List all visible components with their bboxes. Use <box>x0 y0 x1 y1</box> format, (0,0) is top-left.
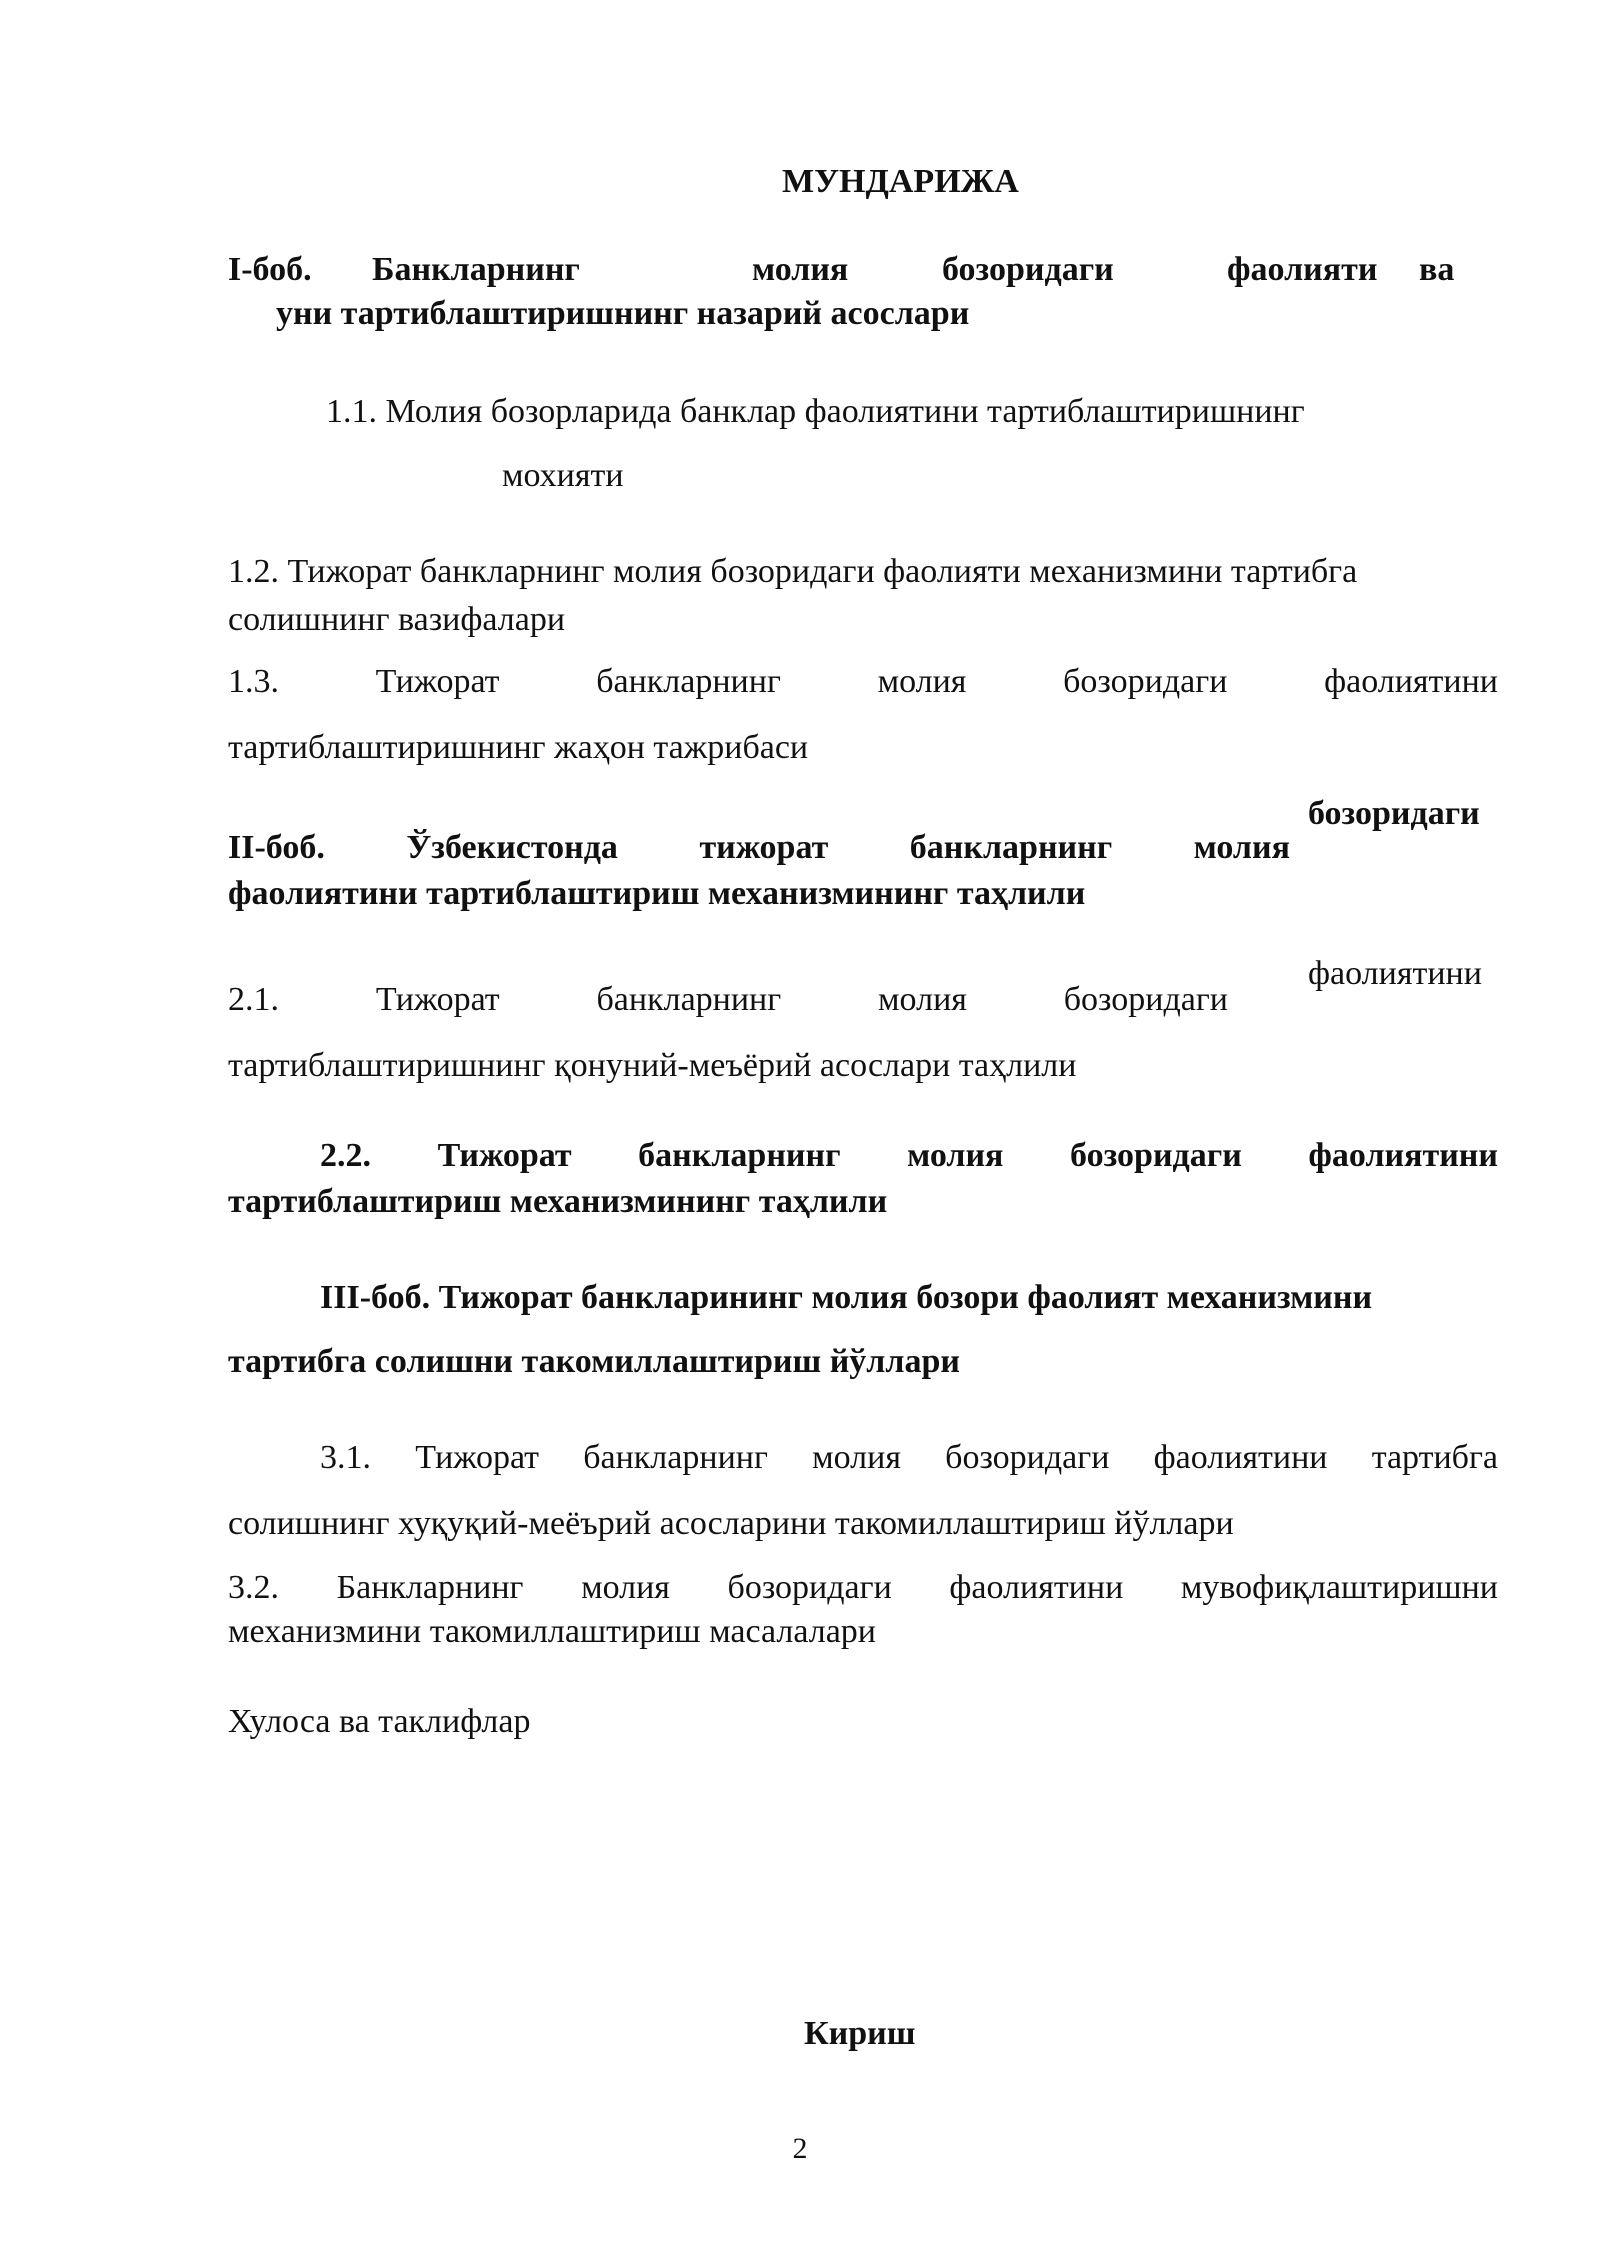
section-3-1-line2: солишнинг хуқуқий-меёърий асосларини такомиллаштириш йўллари <box>228 1505 1234 1542</box>
chapter1-heading-line2: уни тартиблаштиришнинг назарий асослари <box>276 295 970 332</box>
section-2-2-line2: тартиблаштириш механизмининг таҳлили <box>228 1183 888 1220</box>
chapter1-word-finance: молия <box>752 251 849 288</box>
page-number: 2 <box>792 2132 808 2165</box>
section-1-2-line1: 1.2. Тижорат банкларнинг молия бозоридаги фаолияти механизмини тартибга <box>228 553 1358 590</box>
chapter3-heading-line1: III-боб. Тижорат банкларининг молия бозори фаолият механизмини <box>320 1279 1373 1316</box>
toc-title: МУНДАРИЖА <box>782 163 1019 200</box>
section-1-2-line2: солишнинг вазифалари <box>228 601 566 638</box>
chapter2-heading-line2: фаолиятини тартиблаштириш механизмининг таҳлили <box>228 875 1086 912</box>
section-1-3-line1: 1.3. Тижорат банкларнинг молия бозоридаги фаолиятини <box>228 663 1498 700</box>
section-3-1-line1: 3.1. Тижорат банкларнинг молия бозоридаги фаолиятини тартибга <box>320 1439 1498 1476</box>
introduction-heading: Кириш <box>804 2015 916 2052</box>
section-2-2-line1: 2.2. Тижорат банкларнинг молия бозоридаги фаолиятини <box>320 1137 1498 1174</box>
chapter1-word-banks: Банкларнинг <box>372 251 580 288</box>
chapter2-float-word: бозоридаги <box>1308 795 1480 832</box>
chapter3-heading-line2: тартибга солишни такомиллаштириш йўллари <box>228 1343 960 1380</box>
chapter1-word-and: ва <box>1419 251 1455 288</box>
section-2-1-line2: тартиблаштиришнинг қонуний-меъёрий асослари таҳлили <box>228 1047 1077 1084</box>
conclusion-item: Хулоса ва таклифлар <box>228 1703 531 1740</box>
section-2-1-float-word: фаолиятини <box>1308 955 1482 992</box>
section-1-1-line1: 1.1. Молия бозорларида банклар фаолиятини тартиблаштиришнинг <box>326 393 1305 430</box>
section-1-1-line2: мохияти <box>502 457 624 494</box>
chapter2-heading-line1: II-боб. Ўзбекистонда тижорат банкларнинг молия <box>228 829 1290 866</box>
section-1-3-line2: тартиблаштиришнинг жаҳон тажрибаси <box>228 729 809 766</box>
chapter1-word-market: бозоридаги <box>942 251 1114 288</box>
section-3-2-line1: 3.2. Банкларнинг молия бозоридаги фаолиятини мувофиқлаштиришни <box>228 1569 1498 1606</box>
section-3-2-line2: механизмини такомиллаштириш масалалари <box>228 1613 876 1650</box>
chapter1-label: I-боб. <box>228 251 312 288</box>
chapter1-word-activity: фаолияти <box>1227 251 1378 288</box>
section-2-1-line1: 2.1. Тижорат банкларнинг молия бозоридаги <box>228 981 1228 1018</box>
